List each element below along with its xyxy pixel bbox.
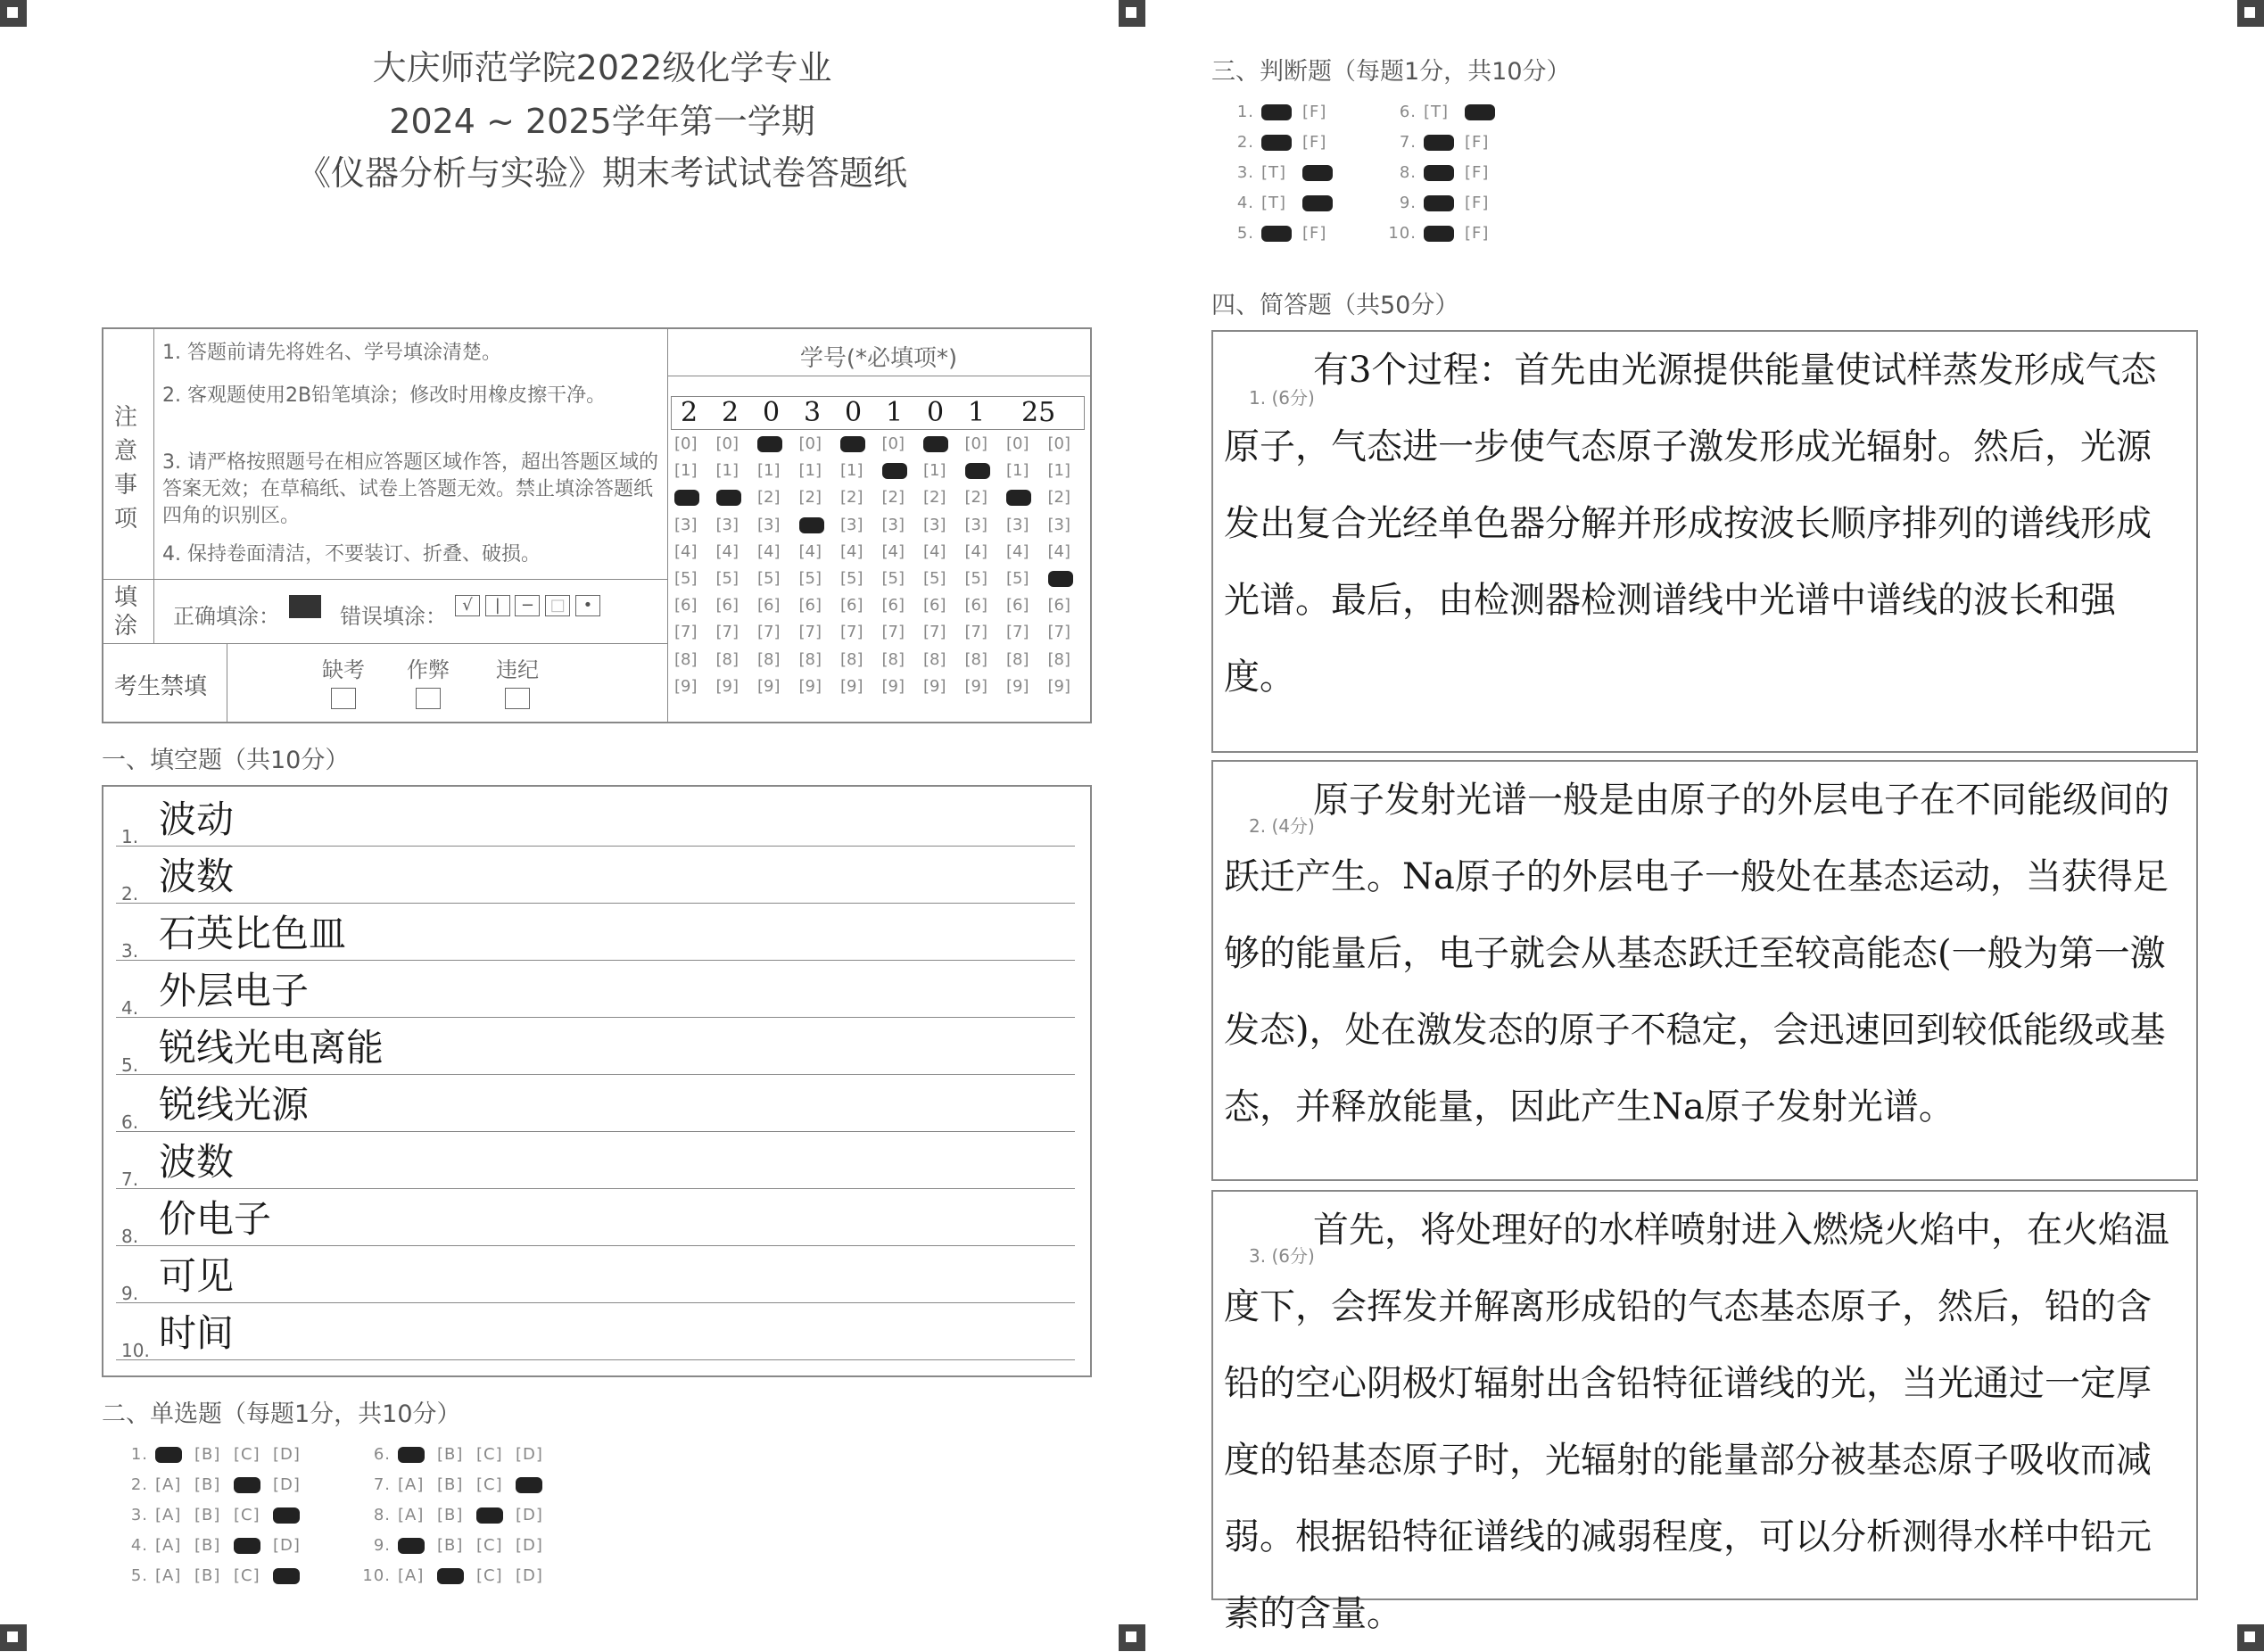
wrong-mark-empty: □ [545, 595, 570, 616]
student-id-bubble[interactable]: [1] [840, 461, 863, 481]
single-choice-filled-bubble[interactable] [234, 1538, 260, 1554]
fill-answer-number: 6. [121, 1111, 139, 1133]
true-false-number: 3. [1236, 163, 1254, 182]
single-choice-option[interactable]: [B] [194, 1536, 221, 1555]
single-choice-number: 10. [362, 1566, 391, 1585]
student-id-bubble[interactable]: [8] [964, 649, 987, 669]
fill-answer-text: 可见 [159, 1254, 235, 1298]
single-choice-option[interactable]: [B] [437, 1475, 464, 1494]
student-id-bubble[interactable]: [8] [715, 649, 739, 669]
true-false-number: 4. [1236, 194, 1254, 212]
single-choice-filled-bubble[interactable] [273, 1568, 300, 1584]
student-id-write-row [671, 396, 1085, 430]
student-id-digit: 2 [722, 397, 740, 428]
single-choice-row [359, 1536, 555, 1555]
student-id-bubble[interactable]: [5] [715, 569, 739, 588]
true-false-row [1222, 163, 1343, 182]
fill-answer-text: 石英比色皿 [159, 912, 347, 955]
single-choice-option[interactable]: [A] [398, 1506, 425, 1524]
student-id-bubble[interactable]: [2] [923, 488, 946, 508]
student-id-bubble[interactable]: [3] [1006, 515, 1029, 534]
fill-answer-number: 10. [121, 1340, 150, 1361]
ban-violate[interactable] [496, 652, 539, 709]
corner-mark-bottom-left [0, 1624, 27, 1651]
single-choice-option[interactable]: [B] [437, 1506, 464, 1524]
student-id-bubble[interactable]: [0] [1006, 434, 1029, 453]
single-choice-option[interactable]: [D] [516, 1566, 543, 1585]
notice-item-3: 3. 请严格按照题号在相应答题区域作答，超出答题区域的答案无效；在草稿纸、试卷上答题无效。禁止填涂答题纸四角的识别区。 [162, 451, 658, 527]
true-false-filled-bubble[interactable] [1261, 135, 1292, 151]
true-false-option[interactable]: [T] [1424, 103, 1450, 121]
true-false-filled-bubble[interactable] [1302, 195, 1333, 211]
student-id-digit: 1 [886, 397, 904, 428]
fill-answer-number: 1. [121, 826, 139, 847]
true-false-option[interactable]: [F] [1302, 133, 1327, 152]
ban-violate-box[interactable] [505, 688, 530, 709]
student-id-bubble[interactable]: [6] [674, 596, 698, 615]
true-false-row [1222, 194, 1343, 212]
true-false-option[interactable]: [T] [1261, 163, 1287, 182]
true-false-option[interactable]: [F] [1302, 224, 1327, 243]
student-id-bubble[interactable]: [8] [798, 649, 822, 669]
exam-title-line3: 《仪器分析与实验》期末考试试卷答题纸 [296, 153, 907, 193]
true-false-option[interactable]: [F] [1465, 163, 1490, 182]
notice-item-1: 1. 答题前请先将姓名、学号填涂清楚。 [162, 342, 501, 364]
fill-answer-row[interactable] [116, 1192, 1075, 1246]
student-id-digit: 25 [1021, 397, 1056, 428]
true-false-filled-bubble[interactable] [1424, 226, 1454, 242]
ban-absent-label: 缺考 [322, 657, 365, 682]
answer-box-3[interactable] [1211, 1190, 2198, 1634]
correct-fill-sample [289, 595, 321, 618]
single-choice-row [359, 1445, 555, 1464]
corner-mark-top-right [2237, 0, 2264, 27]
single-choice-number: 5. [130, 1566, 148, 1585]
student-id-bubble[interactable]: [7] [840, 623, 863, 642]
fill-answer-row[interactable] [116, 792, 1075, 847]
student-id-bubble[interactable]: [3] [964, 515, 987, 534]
ban-absent[interactable] [322, 652, 365, 709]
fill-answer-row[interactable] [116, 906, 1075, 961]
student-id-bubble[interactable]: [2] [840, 488, 863, 508]
true-false-option[interactable]: [F] [1465, 194, 1490, 212]
student-id-digit: 2 [681, 397, 698, 428]
student-id-bubble[interactable]: [6] [757, 596, 781, 615]
single-choice-filled-bubble[interactable] [476, 1507, 503, 1524]
notice-item-4: 4. 保持卷面清洁，不要装订、折叠、破损。 [162, 543, 541, 566]
fill-answer-number: 4. [121, 997, 139, 1019]
correct-fill-label: 正确填涂： [173, 604, 280, 629]
fill-answer-row[interactable] [116, 963, 1075, 1018]
student-id-bubble[interactable]: [8] [757, 649, 781, 669]
student-id-filled-bubble[interactable] [674, 490, 699, 506]
student-id-bubble[interactable]: [1] [923, 461, 946, 481]
student-id-bubble[interactable]: [0] [881, 434, 905, 453]
student-id-bubble[interactable]: [4] [964, 541, 987, 561]
student-id-filled-bubble[interactable] [1006, 490, 1031, 506]
single-choice-number: 9. [373, 1536, 391, 1555]
fill-answer-row[interactable] [116, 1249, 1075, 1303]
student-id-bubble[interactable]: [9] [715, 676, 739, 696]
single-choice-number: 1. [130, 1445, 148, 1464]
ban-violate-label: 违纪 [496, 657, 539, 682]
student-id-bubble[interactable]: [7] [1047, 623, 1070, 642]
student-id-bubble[interactable]: [4] [715, 541, 739, 561]
answer-text-3: 首先，将处理好的水样喷射进入燃烧火焰中，在火焰温度下，会挥发并解离形成铅的气态基态原子，然后，铅的含铅的空心阴极灯辐射出含铅特征谱线的光，当光通过一定厚度的铅基态原子时，光辐射的能量部分被基态原子吸收而减弱。根据铅特征谱线的减弱程度，可以分析测得水样中铅元素的含量。 [1224, 1210, 2169, 1634]
student-id-bubble[interactable]: [6] [964, 596, 987, 615]
ban-absent-box[interactable] [331, 688, 356, 709]
section4-title: 四、简答题（共50分） [1211, 292, 1459, 319]
student-id-bubble[interactable]: [4] [674, 541, 698, 561]
single-choice-row [359, 1566, 555, 1585]
single-choice-filled-bubble[interactable] [155, 1447, 182, 1463]
single-choice-option[interactable]: [B] [194, 1475, 221, 1494]
student-id-bubble[interactable]: [1] [798, 461, 822, 481]
student-id-bubble[interactable]: [5] [923, 569, 946, 588]
student-id-bubble[interactable]: [5] [840, 569, 863, 588]
student-id-bubble[interactable]: [3] [923, 515, 946, 534]
single-choice-option[interactable]: [A] [155, 1536, 182, 1555]
corner-mark-bottom-right [2237, 1624, 2264, 1651]
notice-label: 注意事项 [114, 404, 138, 533]
fill-answer-text: 波动 [159, 797, 235, 841]
ban-cheat-label: 作弊 [407, 657, 450, 682]
fill-answer-text: 时间 [159, 1311, 235, 1355]
wrong-mark-line: | [485, 595, 510, 616]
student-id-bubble[interactable]: [7] [1006, 623, 1029, 642]
fill-answer-text: 锐线光电离能 [159, 1026, 384, 1070]
answer-box-2[interactable] [1211, 760, 2198, 1181]
true-false-row [1384, 163, 1506, 182]
true-false-row [1384, 224, 1506, 243]
single-choice-row [359, 1475, 555, 1494]
single-choice-number: 2. [130, 1475, 148, 1494]
true-false-row [1222, 103, 1343, 121]
true-false-number: 9. [1399, 194, 1417, 212]
single-choice-option[interactable]: [D] [273, 1445, 301, 1464]
student-id-bubble[interactable]: [5] [674, 569, 698, 588]
student-id-bubble[interactable]: [6] [715, 596, 739, 615]
student-id-bubble[interactable]: [6] [1006, 596, 1029, 615]
answer-box-1[interactable] [1211, 330, 2198, 753]
student-id-bubble[interactable]: [9] [923, 676, 946, 696]
answer-text-1: 有3个过程：首先由光源提供能量使试样蒸发形成气态原子，气态进一步使气态原子激发形成光辐射。然后，光源发出复合光经单色器分解并形成按波长顺序排列的谱线形成光谱。最后，由检测器检测谱线中光谱中谱线的波长和强度。 [1224, 350, 2157, 698]
true-false-filled-bubble[interactable] [1424, 195, 1454, 211]
single-choice-option[interactable]: [C] [476, 1475, 503, 1494]
student-id-bubble[interactable]: [8] [1006, 649, 1029, 669]
student-id-filled-bubble[interactable] [757, 436, 782, 452]
student-id-bubble[interactable]: [2] [881, 488, 905, 508]
single-choice-row [116, 1506, 312, 1524]
fill-answer-number: 5. [121, 1054, 139, 1076]
single-choice-option[interactable]: [C] [234, 1445, 260, 1464]
fill-answer-row[interactable] [116, 849, 1075, 904]
single-choice-filled-bubble[interactable] [234, 1477, 260, 1493]
single-choice-option[interactable]: [C] [234, 1566, 260, 1585]
true-false-filled-bubble[interactable] [1261, 226, 1292, 242]
wrong-fill-label: 错误填涂： [340, 604, 447, 629]
true-false-row [1222, 224, 1343, 243]
single-choice-filled-bubble[interactable] [273, 1507, 300, 1524]
student-id-bubble[interactable]: [5] [964, 569, 987, 588]
single-choice-option[interactable]: [A] [155, 1475, 182, 1494]
single-choice-option[interactable]: [C] [234, 1506, 260, 1524]
true-false-number: 10. [1388, 224, 1417, 243]
student-id-bubble[interactable]: [9] [674, 676, 698, 696]
student-id-bubble[interactable]: [4] [757, 541, 781, 561]
true-false-row [1222, 133, 1343, 152]
student-id-bubble[interactable]: [9] [798, 676, 822, 696]
student-id-digit: 0 [845, 397, 863, 428]
single-choice-number: 7. [373, 1475, 391, 1494]
true-false-filled-bubble[interactable] [1465, 104, 1495, 120]
student-id-bubble[interactable]: [1] [757, 461, 781, 481]
student-id-digit: 1 [968, 397, 986, 428]
student-id-bubble[interactable]: [6] [923, 596, 946, 615]
student-id-filled-bubble[interactable] [965, 463, 990, 479]
student-id-digit: 3 [804, 397, 822, 428]
corner-mark-bottom-middle [1119, 1624, 1145, 1651]
single-choice-option[interactable]: [B] [194, 1506, 221, 1524]
single-choice-option[interactable]: [C] [476, 1566, 503, 1585]
student-id-bubble[interactable]: [4] [1047, 541, 1070, 561]
single-choice-number: 6. [373, 1445, 391, 1464]
wrong-mark-check: √ [455, 595, 480, 616]
student-id-bubble[interactable]: [7] [923, 623, 946, 642]
single-choice-number: 8. [373, 1506, 391, 1524]
true-false-option[interactable]: [F] [1302, 103, 1327, 121]
single-choice-filled-bubble[interactable] [437, 1568, 464, 1584]
single-choice-option[interactable]: [D] [516, 1506, 543, 1524]
student-id-bubble[interactable]: [5] [757, 569, 781, 588]
student-id-bubble[interactable]: [9] [840, 676, 863, 696]
student-id-bubble[interactable]: [9] [1006, 676, 1029, 696]
section3-title: 三、判断题（每题1分，共10分） [1211, 58, 1571, 86]
single-choice-option[interactable]: [D] [273, 1475, 301, 1494]
single-choice-number: 3. [130, 1506, 148, 1524]
student-id-title: 学号(*必填项*) [799, 345, 958, 372]
true-false-row [1384, 103, 1506, 121]
answer-text-2: 原子发射光谱一般是由原子的外层电子在不同能级间的跃迁产生。Na原子的外层电子一般处在基态运动，当获得足够的能量后，电子就会从基态跃迁至较高能态(一般为第一激发态)，处在激发态的原子不稳定，会迅速回到较低能级或基态，并释放能量，因此产生Na原子发射光谱。 [1224, 780, 2169, 1127]
student-id-bubble[interactable]: [1] [674, 461, 698, 481]
fill-answer-row[interactable] [116, 1306, 1075, 1360]
fill-answer-text: 波数 [159, 1140, 235, 1184]
true-false-option[interactable]: [T] [1261, 194, 1287, 212]
student-id-bubble[interactable]: [9] [1047, 676, 1070, 696]
answer-label-3: 3. (6分) [1249, 1245, 1315, 1267]
ban-cheat[interactable] [407, 652, 450, 709]
student-id-bubble[interactable]: [3] [715, 515, 739, 534]
student-id-bubble[interactable]: [6] [798, 596, 822, 615]
student-id-filled-bubble[interactable] [799, 517, 824, 533]
ban-cheat-box[interactable] [416, 688, 441, 709]
student-id-filled-bubble[interactable] [716, 490, 741, 506]
answer-label-2: 2. (4分) [1249, 815, 1315, 837]
student-id-bubble[interactable]: [7] [881, 623, 905, 642]
student-id-bubble[interactable]: [8] [674, 649, 698, 669]
single-choice-option[interactable]: [B] [437, 1445, 464, 1464]
notice-item-2: 2. 客观题使用2B铅笔填涂；修改时用橡皮擦干净。 [162, 384, 607, 407]
fill-answer-text: 外层电子 [159, 969, 310, 1012]
single-choice-option[interactable]: [D] [273, 1536, 301, 1555]
student-id-bubble[interactable]: [4] [798, 541, 822, 561]
single-choice-option[interactable]: [A] [155, 1506, 182, 1524]
student-id-bubble[interactable]: [5] [881, 569, 905, 588]
student-id-bubble[interactable]: [8] [1047, 649, 1070, 669]
single-choice-option[interactable]: [C] [476, 1445, 503, 1464]
true-false-number: 6. [1399, 103, 1417, 121]
student-id-bubble[interactable]: [0] [798, 434, 822, 453]
student-id-bubble[interactable]: [5] [798, 569, 822, 588]
student-id-bubble[interactable]: [0] [715, 434, 739, 453]
fill-answer-text: 波数 [159, 855, 235, 898]
single-choice-filled-bubble[interactable] [398, 1447, 425, 1463]
true-false-filled-bubble[interactable] [1302, 165, 1333, 181]
exam-title-line1: 大庆师范学院2022级化学专业 [372, 48, 832, 87]
student-id-bubble[interactable]: [2] [1047, 488, 1070, 508]
single-choice-option[interactable]: [B] [194, 1445, 221, 1464]
fill-answer-number: 7. [121, 1169, 139, 1190]
fill-answer-number: 9. [121, 1283, 139, 1304]
student-id-bubble[interactable]: [4] [881, 541, 905, 561]
single-choice-option[interactable]: [B] [437, 1536, 464, 1555]
single-choice-option[interactable]: [A] [398, 1475, 425, 1494]
single-choice-number: 4. [130, 1536, 148, 1555]
single-choice-option[interactable]: [C] [476, 1536, 503, 1555]
student-id-bubble[interactable]: [8] [923, 649, 946, 669]
section2-title: 二、单选题（每题1分，共10分） [102, 1400, 461, 1428]
student-id-bubble[interactable]: [7] [798, 623, 822, 642]
corner-mark-top-left [0, 0, 27, 27]
single-choice-row [116, 1475, 312, 1494]
student-id-bubble[interactable]: [0] [964, 434, 987, 453]
true-false-number: 2. [1236, 133, 1254, 152]
fill-answer-row[interactable] [116, 1078, 1075, 1132]
single-choice-option[interactable]: [D] [516, 1445, 543, 1464]
student-id-bubble[interactable]: [9] [964, 676, 987, 696]
student-id-bubble[interactable]: [3] [1047, 515, 1070, 534]
single-choice-option[interactable]: [D] [516, 1536, 543, 1555]
true-false-filled-bubble[interactable] [1424, 165, 1454, 181]
student-id-bubble[interactable]: [3] [840, 515, 863, 534]
true-false-row [1384, 133, 1506, 152]
corner-mark-top-middle [1119, 0, 1145, 27]
student-id-bubble[interactable]: [1] [1006, 461, 1029, 481]
single-choice-row [116, 1566, 312, 1585]
student-id-bubble[interactable]: [9] [881, 676, 905, 696]
true-false-filled-bubble[interactable] [1424, 135, 1454, 151]
fill-label: 填涂 [114, 584, 138, 640]
fill-answer-number: 8. [121, 1226, 139, 1247]
single-choice-filled-bubble[interactable] [516, 1477, 542, 1493]
true-false-row [1384, 194, 1506, 212]
student-id-bubble[interactable]: [7] [715, 623, 739, 642]
student-id-filled-bubble[interactable] [840, 436, 865, 452]
student-id-bubble[interactable]: [2] [798, 488, 822, 508]
student-id-bubble[interactable]: [6] [1047, 596, 1070, 615]
student-id-bubble[interactable]: [6] [881, 596, 905, 615]
section1-title: 一、填空题（共10分） [102, 747, 350, 774]
fill-answer-row[interactable] [116, 1135, 1075, 1189]
student-id-filled-bubble[interactable] [1048, 571, 1073, 587]
single-choice-option[interactable]: [A] [398, 1566, 425, 1585]
student-id-bubble[interactable]: [3] [674, 515, 698, 534]
wrong-mark-dot: • [575, 595, 600, 616]
answer-label-1: 1. (6分) [1249, 387, 1315, 409]
student-id-bubble[interactable]: [1] [1047, 461, 1070, 481]
single-choice-filled-bubble[interactable] [398, 1538, 425, 1554]
student-id-bubble[interactable]: [9] [757, 676, 781, 696]
true-false-number: 1. [1236, 103, 1254, 121]
true-false-option[interactable]: [F] [1465, 224, 1490, 243]
fill-answer-number: 3. [121, 940, 139, 962]
student-id-bubble[interactable]: [6] [840, 596, 863, 615]
student-id-bubble[interactable]: [7] [674, 623, 698, 642]
single-choice-option[interactable]: [B] [194, 1566, 221, 1585]
true-false-number: 5. [1236, 224, 1254, 243]
student-id-bubble[interactable]: [4] [923, 541, 946, 561]
student-id-bubble[interactable]: [0] [674, 434, 698, 453]
student-id-bubble[interactable]: [2] [757, 488, 781, 508]
fill-answer-row[interactable] [116, 1020, 1075, 1075]
single-choice-row [359, 1506, 555, 1524]
student-id-bubble[interactable]: [8] [840, 649, 863, 669]
fill-answer-text: 锐线光源 [159, 1083, 310, 1127]
wrong-mark-dash: − [515, 595, 540, 616]
single-choice-option[interactable]: [A] [155, 1566, 182, 1585]
single-choice-row [116, 1445, 312, 1464]
student-id-bubble[interactable]: [1] [715, 461, 739, 481]
student-id-digit: 0 [763, 397, 781, 428]
single-choice-row [116, 1536, 312, 1555]
true-false-filled-bubble[interactable] [1261, 104, 1292, 120]
true-false-option[interactable]: [F] [1465, 133, 1490, 152]
true-false-number: 7. [1399, 133, 1417, 152]
student-id-bubble[interactable]: [8] [881, 649, 905, 669]
ban-label: 考生禁填 [114, 673, 208, 700]
fill-answer-text: 价电子 [159, 1197, 272, 1241]
student-id-filled-bubble[interactable] [882, 463, 907, 479]
student-id-bubble[interactable]: [5] [1006, 569, 1029, 588]
true-false-number: 8. [1399, 163, 1417, 182]
student-id-bubble[interactable]: [7] [757, 623, 781, 642]
student-id-filled-bubble[interactable] [923, 436, 948, 452]
student-id-digit: 0 [927, 397, 945, 428]
student-id-bubble[interactable]: [2] [964, 488, 987, 508]
student-id-bubble[interactable]: [4] [840, 541, 863, 561]
fill-answer-number: 2. [121, 883, 139, 904]
student-id-bubble[interactable]: [7] [964, 623, 987, 642]
exam-title-line2: 2024 ~ 2025学年第一学期 [389, 102, 815, 141]
student-id-bubble[interactable]: [3] [757, 515, 781, 534]
student-id-bubble[interactable]: [3] [881, 515, 905, 534]
student-id-bubble[interactable]: [0] [1047, 434, 1070, 453]
student-id-bubble[interactable]: [4] [1006, 541, 1029, 561]
